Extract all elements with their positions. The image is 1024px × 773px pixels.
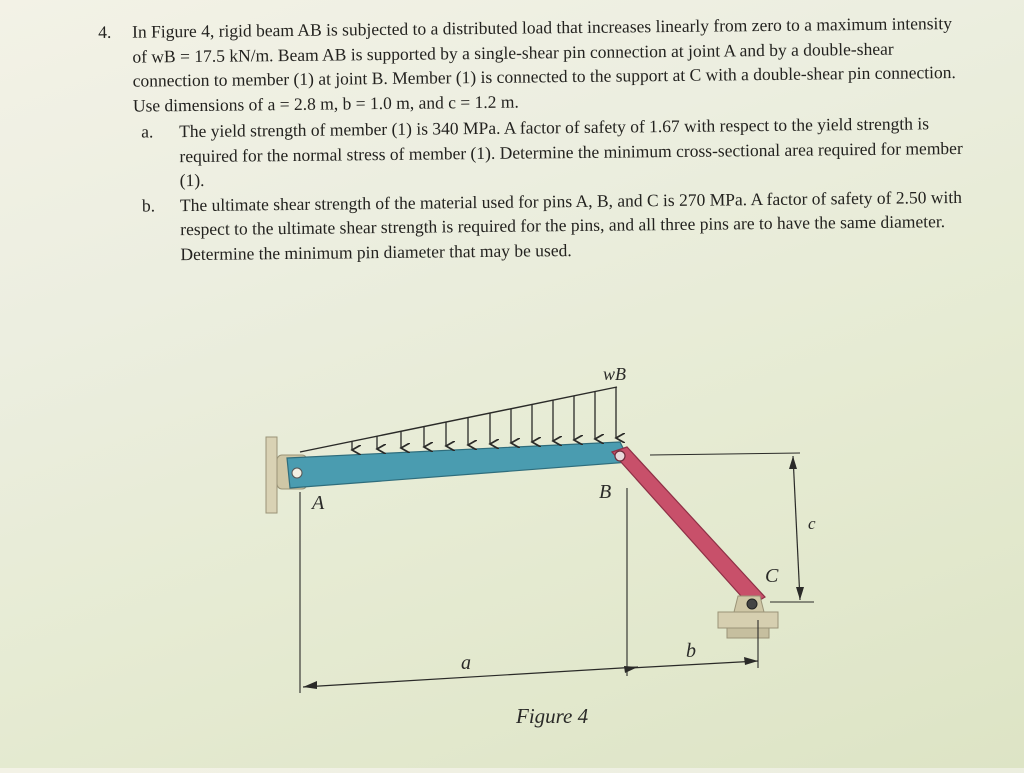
part-a-text: The yield strength of member (1) is 340 MPa. A factor of safety of 1.67 with respect to the yield strength is required for the normal stress of member (1). Determine the minimum cross-sectional area required for member (1). xyxy=(179,113,963,191)
joint-c-label: C xyxy=(765,565,779,587)
dimension-c xyxy=(789,456,804,600)
pin-a xyxy=(292,468,302,478)
distributed-load xyxy=(300,387,617,452)
pin-b xyxy=(615,451,625,461)
part-b-text: The ultimate shear strength of the material used for pins A, B, and C is 270 MPa. A factor of safety of 2.50 with respect to the ultimate shear strength is required for the pins, and all three pins are to have the same diameter. Determine the minimum pin diameter that may be used. xyxy=(179,186,963,264)
joint-b-label: B xyxy=(599,481,612,503)
pin-c xyxy=(747,599,757,609)
member-1 xyxy=(612,447,765,606)
dimension-a-label: a xyxy=(461,652,471,674)
part-b-letter: b. xyxy=(141,194,156,216)
dimension-c-label: c xyxy=(808,514,816,533)
joint-a-label: A xyxy=(312,492,325,514)
figure-caption: Figure 4 xyxy=(516,704,589,728)
beam-ab xyxy=(287,442,630,488)
dimension-b-label: b xyxy=(686,640,696,662)
part-a-letter: a. xyxy=(141,121,154,142)
problem-number: 4. xyxy=(98,21,112,42)
load-label-wb: wB xyxy=(603,364,627,384)
problem-statement: In Figure 4, rigid beam AB is subjected to a distributed load that increases linearly from zero to a maximum intensity of wB = 17.5 kN/m. Beam AB is supported by a single-shear pin connection at joint A and by a double-shear connection to member (1) at joint B. Member (1) is connected to the support at C with a double-shear pin connection. Use dimensions of a = 2.8 m, b = 1.0 m, and c = 1.2 m. xyxy=(132,13,956,116)
